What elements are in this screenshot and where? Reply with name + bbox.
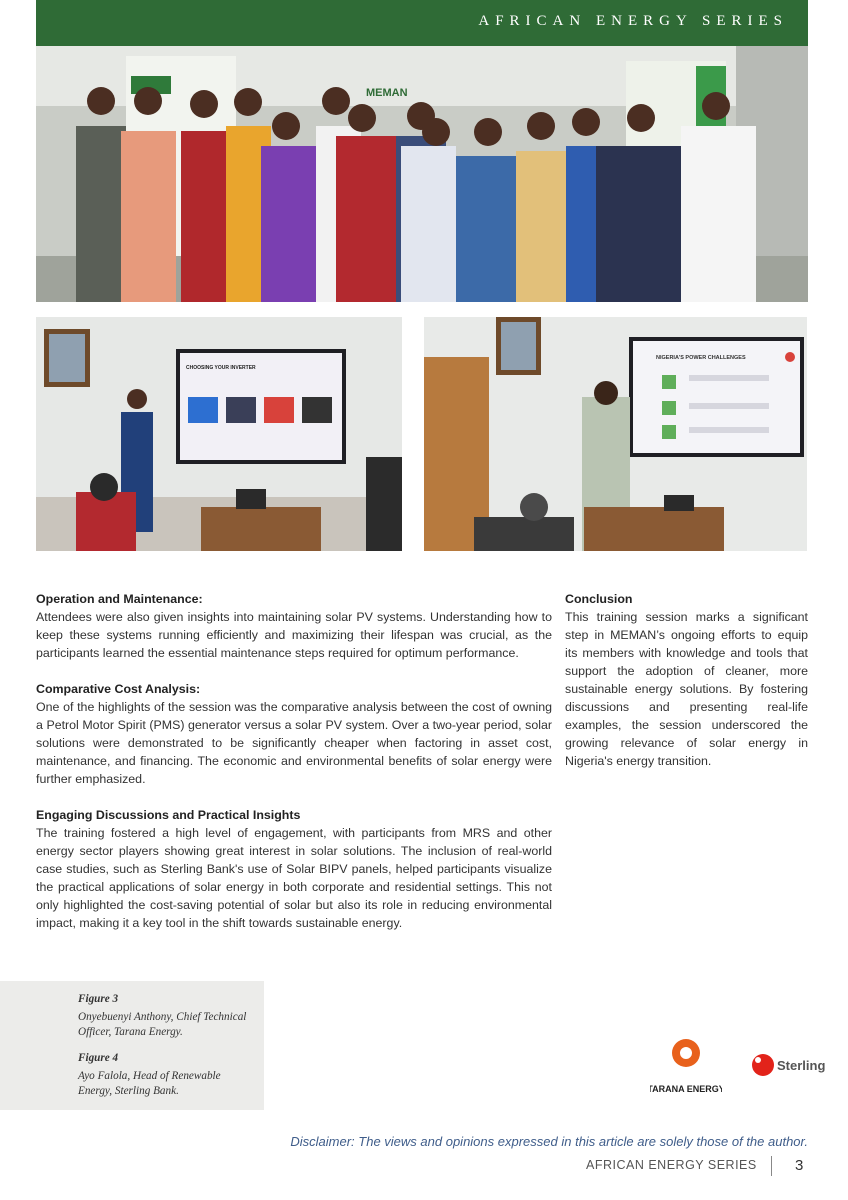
section-body: The training fostered a high level of engagement, with participants from MRS and other energy sector players showing great interest in solar solutions. The inclusion of real-world case studies, such as Sterling Bank's use of Solar BIPV panels, helped participants visualize the practical applications of solar energy in both corporate and residential settings. This not only highlighted the cost-saving potential of solar but also its role in reducing environmental impact, making it a key tool in the shift towards sustainable energy. (36, 826, 552, 930)
header-band (36, 0, 808, 46)
sterling-logo (750, 1050, 834, 1080)
tarana-swirl-icon (672, 1039, 700, 1067)
page-number: 3 (795, 1157, 804, 1174)
sterling-logo-text: Sterling (777, 1058, 826, 1073)
tarana-logo-text: TARANA ENERGY (650, 1084, 722, 1094)
group-photo (36, 46, 808, 302)
conclusion-body: This training session marks a significant step in MEMAN’s ongoing efforts to equip its members with knowledge and tools that support the adoption of cleaner, more sustainable energy solutions. By fostering discussions and presenting real-life examples, the session underscored the growing relevance of solar energy in Nigeria's energy transition. (565, 610, 808, 768)
figure-label: Figure 4 (78, 1052, 119, 1064)
section-heading: Operation and Maintenance: (36, 592, 203, 606)
footer-series-title: AFRICAN ENERGY SERIES (586, 1158, 757, 1172)
presentation-photo-one (36, 317, 402, 551)
sterling-circle-icon (752, 1054, 774, 1076)
tarana-energy-logo (650, 1035, 722, 1097)
presentation-photo-one-image (36, 317, 402, 551)
disclaimer: Disclaimer: The views and opinions expressed in this article are solely those of the author. (290, 1134, 808, 1149)
figure-label: Figure 3 (78, 993, 119, 1005)
footer-divider (771, 1156, 772, 1176)
group-photo-image (36, 46, 808, 302)
section-heading: Comparative Cost Analysis: (36, 682, 201, 696)
figure-caption: Ayo Falola, Head of Renewable Energy, Sterling Bank. (78, 1070, 221, 1097)
banner-text: MEMAN (366, 87, 408, 99)
slide-one-title: CHOOSING YOUR INVERTER (186, 365, 256, 371)
conclusion-heading: Conclusion (565, 592, 633, 606)
right-column (565, 590, 808, 788)
series-title: AFRICAN ENERGY SERIES (478, 13, 788, 29)
section-body: Attendees were also given insights into maintaining solar PV systems. Understanding how to keep these systems running efficiently and maximizing their lifespan was crucial, as the participants learned the essential maintenance steps required for optimum performance. (36, 610, 552, 660)
left-column (36, 590, 552, 950)
presentation-photo-two (424, 317, 807, 551)
section-heading: Engaging Discussions and Practical Insights (36, 808, 301, 822)
section-body: One of the highlights of the session was the comparative analysis between the cost of owning a Petrol Motor Spirit (PMS) generator versus a solar PV system. Over a two-year period, solar solutions were demonstrated to be significantly cheaper when factoring in asset cost, maintenance, and financing. The economic and environmental benefits of solar energy were further emphasized. (36, 700, 552, 786)
figure-caption: Onyebuenyi Anthony, Chief Technical Officer, Tarana Energy. (78, 1011, 247, 1038)
presentation-photo-two-image (424, 317, 807, 551)
caption-box (0, 981, 264, 1110)
slide-two-title: NIGERIA'S POWER CHALLENGES (656, 355, 746, 361)
